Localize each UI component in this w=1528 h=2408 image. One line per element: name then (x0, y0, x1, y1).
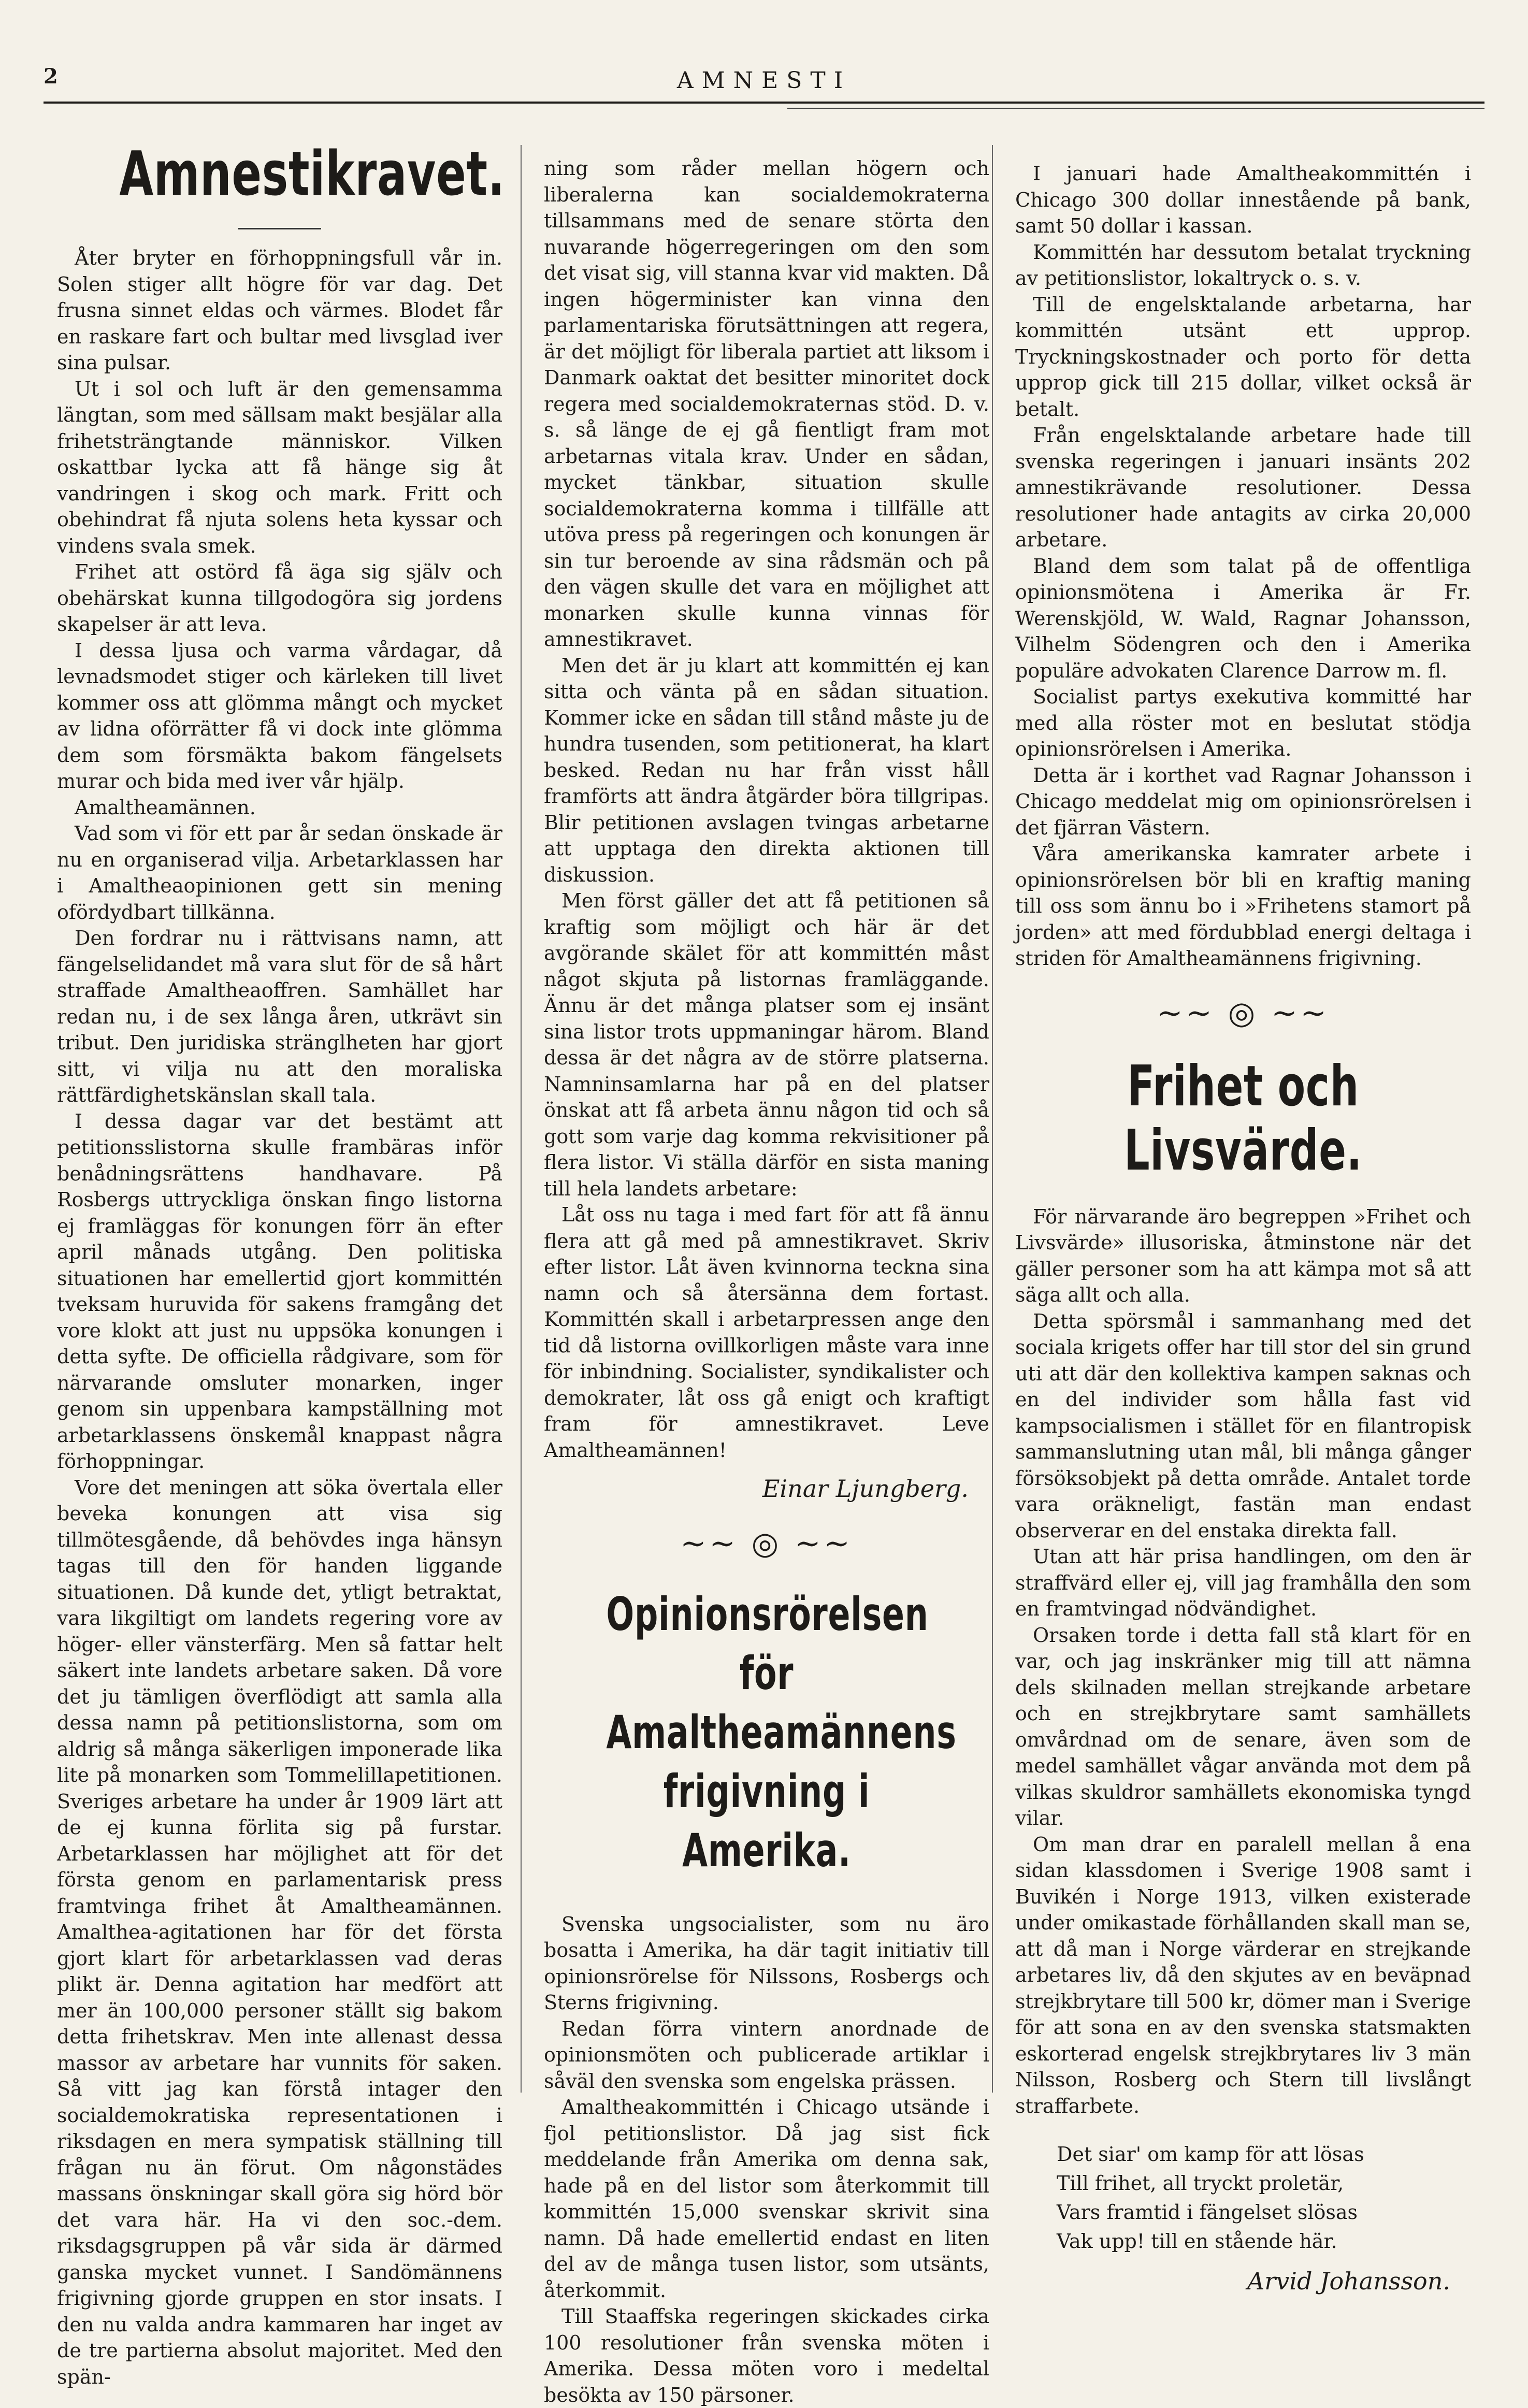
paragraph: Kommittén har dessutom betalat tryckning av petitionslistor, lokaltryck o. s. v. (1015, 240, 1471, 290)
paragraph: Vad som vi för ett par år sedan önskade är nu en organiserad vilja. Arbetarklassen har i Amaltheaopinionen gett sin mening ofördydbart tillkänna. (57, 822, 502, 924)
ornament: ~~ ◎ ~~ (680, 1525, 853, 1562)
paragraph: Låt oss nu taga i med fart för att få ännu flera att gå med på amnestikravet. Skriv efter listor. Låt även kvinnorna teckna sina namn och så återsänna dem fortast. Kommittén skall i arbetarpressen ange den tid då listorna ovillkorligen måste vara inne för inbindning. Socialister, syndikalister och demokrater, låt oss gå enigt och kraftigt fram för amnestikravet. Leve Amaltheamännen! (544, 1203, 989, 1462)
masthead: AMNESTI (676, 67, 852, 94)
poem-line: Vak upp! till en stående här. (1057, 2230, 1337, 2253)
paragraph: Från engelsktalande arbetare hade till svenska regeringen i januari insänts 202 amnestikrävande resolutioner. Dessa resolutioner hade antagits av cirka 20,000 arbetare. (1015, 424, 1471, 551)
paragraph: Orsaken torde i detta fall stå klart för en var, och jag inskränker mig till att nämna dels skilnaden mellan strejkande arbetare och en strejkbrytare samt samhällets omvårdnad om de senare, även som de medel samhället vågar använda mot dem på vilkas skuldror samhällets ekonomiska tyngd vilar. (1015, 1623, 1471, 1829)
paragraph: Detta är i korthet vad Ragnar Johansson i Chicago meddelat mig om opinionsrörelsen i det fjärran Västern. (1015, 763, 1471, 839)
article-headline: Amnestikravet. (119, 138, 505, 209)
article-headline: Opinionsrörelsen för Amaltheamännens frigivning i Amerika. (606, 1587, 957, 1877)
paragraph: Åter bryter en förhoppningsfull vår in. Solen stiger allt högre för var dag. Det frusna sinnet eldas och värmes. Blodet får en raskare fart och bultar med livsglad iver sina pulsar. (57, 247, 502, 374)
paragraph: Men först gäller det att få petitionen så kraftig som möjligt och här är det avgörande skälet för att kommittén måst något skjuta på listornas framläggande. Ännu är det många platser som ej insänt sina listor trots uppmaningar härom. Bland dessa är det några av de större platserna. Namninsamlarna har på en del platser önskat att få arbeta ännu någon tid och så gott som varje dag komma rekvisitioner på flera listor. Vi ställa därför en sista maning till hela landets arbetare: (544, 889, 989, 1200)
paragraph: Frihet att ostörd få äga sig själv och obehärskat kunna tillgodogöra sig jordens skapelser är att leva. (57, 560, 502, 636)
paragraph: Till Staaffska regeringen skickades cirka 100 resolutioner från svenska möten i Amerika. Dessa möten voro i medeltal besökta av 150 pärsoner. (544, 2305, 989, 2406)
column-3 (1015, 161, 1471, 2295)
header-rule-thin (787, 108, 1484, 109)
column-2 (544, 155, 989, 2408)
paragraph: För närvarande äro begreppen »Frihet och Livsvärde» illusoriska, åtminstone när det gäller personer som ha att kämpa mot så att säga allt och alla. (1015, 1205, 1471, 1306)
paragraph: Vore det meningen att söka övertala eller beveka konungen att visa sig tillmötesgående, då behövdes inga hänsyn tagas till den för handen liggande situationen. Då kunde det, ytligt betraktat, vara likgiltigt om landets regering vore av höger- eller vänsterfärg. Men så fattar helt säkert inte landets arbetare saken. Då vore det ju tämligen överflödigt att samla alla dessa namn på petitionslistorna, som om aldrig så många säkerligen imponerade lika lite på monarken som Tommelillapetitionen. Sveriges arbetare ha under år 1909 lärt att de ej kunna förlita sig på furstar. Arbetarklassen har möjlighet att för det första genom en parlamentarisk press framtvinga frihet åt Amaltheamännen. Amalthea-agitationen har för det första gjort klart för arbetarklassen vad deras plikt är. Denna agitation har medfört att mer än 100,000 personer ställt sig bakom detta frihetskrav. Men inte allenast dessa massor av arbetare har vunnits för saken. Så vitt jag kan förstå intager den socialdemokratiska representationen i riksdagen en mera sympatisk ställning till frågan nu än förut. Om någonstädes massans önskningar skall göra sig hörd bör det vara här. Ha vi den soc.-dem. riksdagsgruppen på vår sida är därmed ganska mycket vunnet. I Sandömännens frigivning gjorde gruppen en stor insats. I den nu valda andra kammaren har inget av de tre partierna absolut majoritet. Med den spän- (57, 1476, 502, 2388)
paragraph: Amaltheakommittén i Chicago utsände i fjol petitionslistor. Då jag sist fick meddelande från Amerika om denna sak, hade på en del listor som återkommit till kommittén 15,000 svenskar skrivit sina namn. Då hade emellertid endast en liten del av de många tusen listor, som utsänts, återkommit. (544, 2096, 989, 2302)
column-1 (57, 138, 505, 2390)
poem (1015, 2140, 1471, 2256)
column-divider (992, 145, 993, 2093)
poem-line: Till frihet, all tryckt proletär, (1057, 2172, 1344, 2195)
poem-line: Det siar' om kamp för att lösas (1057, 2143, 1364, 2166)
page-number: 2 (44, 64, 58, 89)
paragraph: I dessa ljusa och varma vårdagar, då levnadsmodet stiger och kärleken till livet kommer oss att glömma mångt och mycket av lidna oförrätter få vi dock inte glömma dem som försmäkta bakom fängelsets murar och bida med iver vår hjälp. (57, 639, 502, 792)
header-rule (44, 102, 1484, 104)
article-headline: Frihet och Livsvärde. (1124, 1054, 1362, 1183)
headline-rule (238, 228, 321, 229)
paragraph: Till de engelsktalande arbetarna, har kommittén utsänt ett upprop. Tryckningskostnader och porto för detta upprop gick till 215 dollar, vilket också är betalt. (1015, 293, 1471, 421)
paragraph: Detta spörsmål i sammanhang med det sociala krigets offer har till stor del sin grund uti att där den kollektiva kampen saknas och en del individer som hålla fast vid kampsocialismen i stället för en filantropisk sammanslutning utan mål, bli många gånger försöksobjekt på detta område. Antalet torde vara oräkneligt, fastän man endast observerar en del enstaka direkta fall. (1015, 1309, 1471, 1542)
poem-line: Vars framtid i fängelset slösas (1057, 2201, 1358, 2224)
author-signature: Arvid Johansson. (1247, 2267, 1450, 2295)
paragraph: I dessa dagar var det bestämt att petitionsslistorna skulle frambäras inför benådningsrättens handhavare. På Rosbergs uttryckliga önskan fingo listorna ej framläggas för konungen förr än efter april månads utgång. Den politiska situationen har emellertid gjort kommittén tveksam huruvida för sakens framgång det vore klokt att just nu uppsöka konungen i detta syfte. De officiella rådgivare, som för närvarande omsluter monarken, inger genom sin uppenbara kampställning mot arbetarklassens önskemål knappast några förhoppningar. (57, 1109, 502, 1473)
author-signature: Einar Ljungberg. (762, 1475, 969, 1503)
paragraph: Amaltheamännen. (75, 796, 256, 819)
paragraph: Om man drar en paralell mellan å ena sidan klassdomen i Sverige 1908 samt i Buvikén i Norge 1913, vilken existerade under omikastade förhållanden skall man se, att då man i Norge värderar en strejkande arbetares liv, då den skjutes av en beväpnad strejkbrytare till 500 kr, dömer man i Sverige för att sona en av den svenska statsmakten eskorterad engelsk strejkbrytares liv 3 män Nilsson, Rosberg och Stern till livslångt straffarbete. (1015, 1833, 1471, 2117)
paragraph: Våra amerikanska kamrater arbete i opinionsrörelsen bör bli en kraftig maning till oss som ännu bo i »Frihetens stamort på jorden» att med fördubblad energi deltaga i striden för Amaltheamännens frigivning. (1015, 842, 1471, 970)
paragraph: Bland dem som talat på de offentliga opinionsmötena i Amerika är Fr. Werenskjöld, W. Wald, Ragnar Johansson, Vilhelm Södengren och den i Amerika populäre advokaten Clarence Darrow m. fl. (1015, 554, 1471, 682)
paragraph: Men det är ju klart att kommittén ej kan sitta och vänta på en sådan situation. Kommer icke en sådan till stånd måste ju de hundra tusenden, som petitionerat, ha klart besked. Redan nu har från visst håll framförts att ändra åtgärder böra tillgripas. Blir petitionen avslagen tvingas arbetarne att upptaga den direkta aktionen till diskussion. (544, 654, 989, 886)
paragraph: Utan att här prisa handlingen, om den är straffvärd eller ej, vill jag framhålla den som en framtvingad nödvändighet. (1015, 1545, 1471, 1620)
paragraph: I januari hade Amaltheakommittén i Chicago 300 dollar innestående på bank, samt 50 dollar i kassan. (1015, 162, 1471, 237)
paragraph: ning som råder mellan högern och liberalerna kan socialdemokraterna tillsammans med de senare störta den nuvarande högerregeringen om den som det visat sig, vill stanna kvar vid makten. Då ingen högerminister kan vinna den parlamentariska förutsättningen att regera, är det möjligt för liberala partiet att liksom i Danmark oaktat det besitter minoritet dock regera med socialdemokraternas stöd. D. v. s. så länge de ej gå fientligt fram mot arbetarnas vitala krav. Under en sådan, mycket tänkbar, situation skulle socialdemokraterna komma i tillfälle att utöva press på regeringen och konungen är sin tur beroende av sina rådsmän och på den vägen skulle det vara en möjlighet att monarken skulle kunna vinnas för amnestikravet. (544, 157, 989, 651)
paragraph: Socialist partys exekutiva kommitté har med alla röster mot en beslutat stödja opinionsrörelsen i Amerika. (1015, 685, 1471, 760)
paragraph: Redan förra vintern anordnade de opinionsmöten och publicerade artiklar i såväl den svenska som engelska prässen. (544, 2017, 989, 2093)
ornament: ~~ ◎ ~~ (1157, 994, 1330, 1031)
paragraph: Svenska ungsocialister, som nu äro bosatta i Amerika, ha där tagit initiativ till opinionsrörelse för Nilssons, Rosbergs och Sterns frigivning. (544, 1912, 989, 2014)
paragraph: Den fordrar nu i rättvisans namn, att fängelselidandet må vara slut för de så hårt straffade Amaltheaoffren. Samhället har redan nu, i de sex långa åren, utkrävt sin tribut. Den juridiska stränglheten har gjort sitt, vi vilja nu att den moraliska rättfärdighetskänslan skall tala. (57, 927, 502, 1106)
column-divider (521, 145, 522, 2093)
paragraph: Ut i sol och luft är den gemensamma längtan, som med sällsam makt besjälar alla frihetsträngtande människor. Vilken oskattbar lycka att få hänge sig åt vandringen i skog och mark. Fritt och obehindrat få njuta solens heta kyssar och vindens svala smek. (57, 377, 502, 557)
